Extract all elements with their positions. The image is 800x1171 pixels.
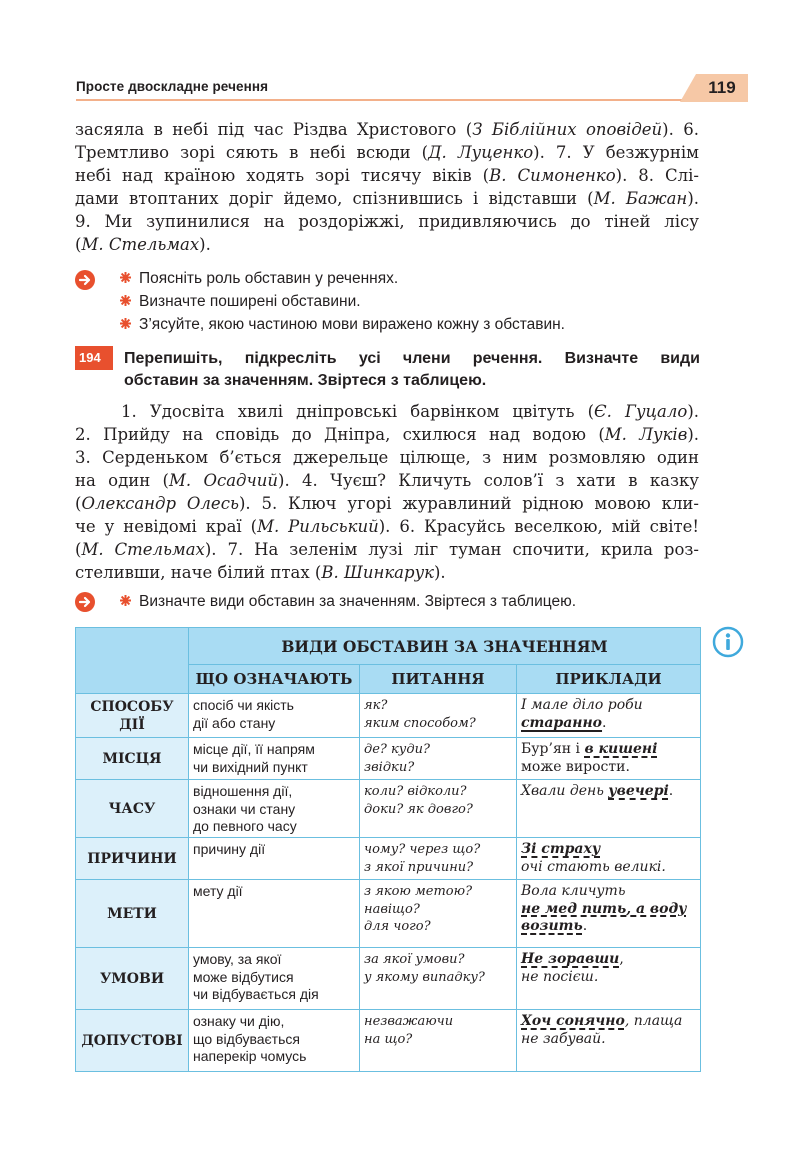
- text-line: [75, 400, 699, 423]
- text-segment: че у невідомі краї (: [75, 517, 258, 536]
- example-cell: Вола кличуть не мед пить, а воду возить.: [517, 880, 701, 948]
- citation-author: З Біблійних оповідей: [472, 120, 663, 139]
- task-item: Визначте види обставин за значенням. Звіртеся з таблицею.: [119, 592, 576, 612]
- question-cell: як? яким способом?: [360, 694, 517, 738]
- table-row: [76, 838, 701, 880]
- text-segment: засяяла в небі під час Різдва Христового (: [75, 120, 473, 139]
- text-segment: 9. Ми зупинилися на роздоріжжі, придивляючись до тіней лісу: [75, 212, 699, 231]
- asterisk-bullet-icon: [119, 293, 132, 306]
- text-line: [75, 164, 699, 187]
- text-segment: 1. Удосвіта хвилі дніпровські барвінком цвітуть (: [121, 402, 595, 421]
- text-line: [75, 187, 699, 210]
- citation-author: Д. Луценко: [428, 143, 534, 162]
- question-cell: незважаючи на що?: [360, 1010, 517, 1072]
- table-row: [76, 738, 701, 780]
- text-segment: ). 7. На зеленім лузі ліг туман спочити, крила роз-: [204, 540, 700, 559]
- row-header: СПОСОБУ ДІЇ: [76, 694, 189, 738]
- citation-author: В. Шинкарук: [321, 563, 434, 582]
- text-line: [75, 210, 699, 233]
- example-cell: Хоч сонячно, плаща не забувай.: [517, 1010, 701, 1072]
- citation-author: В. Симоненко: [489, 166, 616, 185]
- exercise-paragraph: [75, 400, 699, 584]
- page-number: 119: [708, 78, 736, 97]
- exercise-number: 194: [79, 350, 101, 365]
- table-title: ВИДИ ОБСТАВИН ЗА ЗНАЧЕННЯМ: [189, 628, 701, 665]
- task-item: Поясніть роль обставин у реченнях.: [119, 269, 398, 289]
- text-segment: небі над країною ходять зорі тисячу віків (: [75, 166, 490, 185]
- meaning-cell: відношення дії, ознаки чи стану до певного часу: [189, 780, 360, 838]
- citation-author: М. Осадчий: [169, 471, 279, 490]
- text-line: [75, 141, 699, 164]
- row-header: УМОВИ: [76, 948, 189, 1010]
- citation-author: М. Бажан: [593, 189, 688, 208]
- row-header: МІСЦЯ: [76, 738, 189, 780]
- page-number-tab: [696, 74, 748, 102]
- asterisk-bullet-icon: [119, 593, 132, 606]
- column-header: ПРИКЛАДИ: [517, 665, 701, 694]
- text-segment: 3. Серденьком б’ється джерельце цілюще, з ним розмовляю один: [75, 448, 699, 467]
- table-row: [76, 880, 701, 948]
- meaning-cell: умову, за якої може відбутися чи відбувається дія: [189, 948, 360, 1010]
- text-line: [75, 561, 699, 584]
- asterisk-bullet-icon: [119, 316, 132, 329]
- task-item: Визначте поширені обставини.: [119, 292, 361, 312]
- text-segment: ). 5. Ключ угорі журавлиний рідною мовою кли-: [238, 494, 700, 513]
- example-cell: І мале діло роби старанно.: [517, 694, 701, 738]
- text-segment: (: [75, 494, 82, 513]
- task-item: З’ясуйте, якою частиною мови виражено кожну з обставин.: [119, 315, 565, 335]
- text-line: [75, 538, 699, 561]
- meaning-cell: місце дії, її напрям чи вихідний пункт: [189, 738, 360, 780]
- exercise-number-badge: [75, 346, 113, 370]
- row-header: ЧАСУ: [76, 780, 189, 838]
- meaning-cell: причину дії: [189, 838, 360, 880]
- text-line: [75, 446, 699, 469]
- meaning-cell: мету дії: [189, 880, 360, 948]
- text-segment: ). 6. Красуйсь веселкою, мій світе!: [378, 517, 699, 536]
- example-cell: Бур’ян і в кишені може вирости.: [517, 738, 701, 780]
- text-line: [75, 515, 699, 538]
- text-line: [75, 118, 699, 141]
- citation-author: М. Стельмах: [81, 540, 205, 559]
- example-cell: Хвали день увечері.: [517, 780, 701, 838]
- question-cell: за якої умови? у якому випадку?: [360, 948, 517, 1010]
- text-line: [75, 233, 699, 256]
- citation-author: М. Луків: [604, 425, 688, 444]
- text-segment: 2. Прийду на сповідь до Дніпра, схилюся над водою (: [75, 425, 605, 444]
- table-row: [76, 1010, 701, 1072]
- arrow-right-circle-icon: [75, 592, 95, 612]
- info-circle-icon: [712, 626, 744, 658]
- text-segment: ).: [687, 425, 699, 444]
- text-segment: ). 7. У безжурнім: [533, 143, 699, 162]
- citation-author: Є. Гуцало: [594, 402, 688, 421]
- row-header: МЕТИ: [76, 880, 189, 948]
- text-segment: стеливши, наче білий птах (: [75, 563, 322, 582]
- arrow-right-circle-icon: [75, 270, 95, 290]
- citation-author: Олександр Олесь: [81, 494, 239, 513]
- text-segment: ). 6.: [662, 120, 699, 139]
- text-segment: (: [75, 235, 82, 254]
- text-segment: ).: [687, 189, 699, 208]
- text-segment: ). 4. Чуєш? Кличуть солов’ї з хати в казку: [278, 471, 699, 490]
- table-row: [76, 694, 701, 738]
- example-cell: Зі страху очі стають великі.: [517, 838, 701, 880]
- text-segment: ).: [687, 402, 699, 421]
- text-segment: на один (: [75, 471, 169, 490]
- text-segment: ).: [434, 563, 446, 582]
- column-header: ПИТАННЯ: [360, 665, 517, 694]
- row-header: ПРИЧИНИ: [76, 838, 189, 880]
- text-line: [75, 469, 699, 492]
- section-title: Просте двоскладне речення: [76, 79, 269, 94]
- page-header: [76, 74, 748, 102]
- citation-author: М. Рильський: [257, 517, 379, 536]
- text-segment: дами втоптаних доріг йдемо, спізнившись і відставши (: [75, 189, 594, 208]
- text-segment: Тремтливо зорі сяють в небі всюди (: [75, 143, 429, 162]
- row-header: ДОПУСТОВІ: [76, 1010, 189, 1072]
- text-segment: ). 8. Слі-: [615, 166, 699, 185]
- text-line: [75, 423, 699, 446]
- text-segment: ).: [199, 235, 211, 254]
- exercise-title: Перепишіть, підкресліть усі члени речення. Визначте види обставин за значенням. Звіртеся з таблицею.: [124, 350, 700, 389]
- question-cell: чому? через що? з якої причини?: [360, 838, 517, 880]
- meaning-cell: ознаку чи дію, що відбувається наперекір чомусь: [189, 1010, 360, 1072]
- meaning-cell: спосіб чи якість дії або стану: [189, 694, 360, 738]
- text-line: [75, 492, 699, 515]
- citation-author: М. Стельмах: [81, 235, 200, 254]
- table-row: [76, 948, 701, 1010]
- adverbial-types-table: [75, 627, 700, 1072]
- table-corner: [76, 628, 189, 694]
- question-cell: де? куди? звідки?: [360, 738, 517, 780]
- question-cell: коли? відколи? доки? як довго?: [360, 780, 517, 838]
- question-cell: з якою метою? навіщо? для чого?: [360, 880, 517, 948]
- text-segment: (: [75, 540, 82, 559]
- intro-paragraph: [75, 118, 699, 256]
- asterisk-bullet-icon: [119, 270, 132, 283]
- table-row: [76, 780, 701, 838]
- header-divider: [76, 99, 706, 101]
- column-header: ЩО ОЗНАЧАЮТЬ: [189, 665, 360, 694]
- example-cell: Не зоравши, не посієш.: [517, 948, 701, 1010]
